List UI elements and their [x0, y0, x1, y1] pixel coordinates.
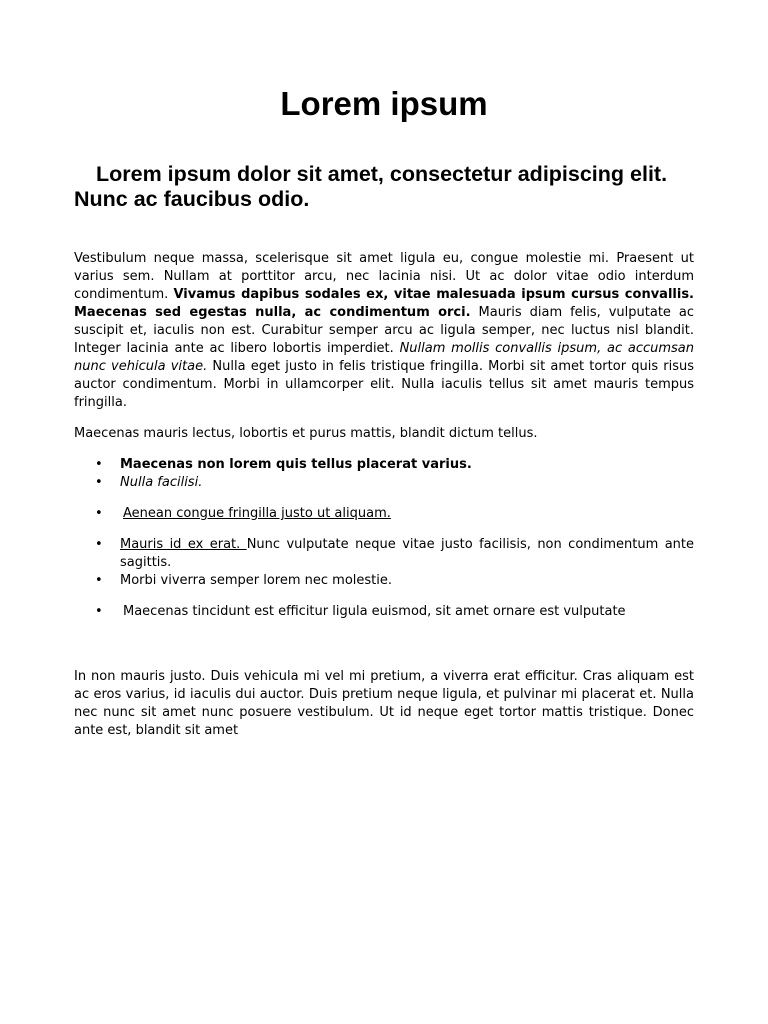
- list-item-text: Maecenas tincidunt est efficitur ligula euismod, sit amet ornare est vulputate: [123, 604, 626, 619]
- bullet-icon: •: [95, 573, 103, 588]
- document-subtitle: Lorem ipsum dolor sit amet, consectetur adipiscing elit. Nunc ac faucibus odio.: [74, 162, 668, 211]
- paragraph-1-bold-run: Vivamus dapibus sodales ex, vitae malesuada ipsum cursus convallis. Maecenas sed egestas nulla, ac condimentum orci.: [74, 287, 694, 320]
- list-item-text: Aenean congue fringilla justo ut aliquam.: [123, 506, 391, 521]
- bullet-icon: •: [95, 604, 103, 619]
- list-item-text: Morbi viverra semper lorem nec molestie.: [120, 573, 393, 588]
- list-item-text: Nulla facilisi.: [120, 475, 203, 490]
- list-item: [74, 474, 694, 492]
- document-title: Lorem ipsum: [280, 85, 488, 122]
- bullet-icon: •: [95, 537, 103, 552]
- list-item-text: Nunc vulputate neque vitae justo facilisis, non condimentum ante sagittis.: [120, 537, 694, 570]
- paragraph-1-run-3: Mauris diam felis, vulputate ac suscipit et, iaculis non est. Curabitur semper arcu ac ligula semper, nec luctus nisl blandit. Integer lacinia ante ac libero lobortis imperdiet.: [74, 305, 694, 356]
- paragraph-1-run-5: Nulla eget justo in felis tristique fringilla. Morbi sit amet tortor quis risus auctor condimentum. Morbi in ullamcorper elit. Nulla iaculis tellus sit amet mauris tempus fringilla.: [74, 359, 695, 410]
- paragraph-1: [74, 250, 694, 412]
- paragraph-1-run-1: Vestibulum neque massa, scelerisque sit amet ligula eu, congue molestie mi. Praesent ut varius sem. Nullam at porttitor arcu, nec lacinia nisi. Ut ac dolor vitae odio interdum condimentum.: [74, 251, 694, 302]
- list-item: [74, 456, 694, 474]
- bullet-icon: •: [95, 457, 103, 472]
- paragraph-3: In non mauris justo. Duis vehicula mi vel mi pretium, a viverra erat efficitur. Cras aliquam est ac eros varius, id iaculis dui auctor. Duis pretium neque ligula, et pulvinar mi placerat et. Nulla nec nunc sit amet nunc posuere vestibulum. Ut id neque eget tortor mattis tristique. Donec ante est, blandit sit amet: [74, 669, 694, 738]
- list-item-underlined-run: Mauris id ex erat.: [120, 537, 247, 552]
- list-item: [74, 536, 694, 572]
- bullet-icon: •: [95, 506, 103, 521]
- bullet-icon: •: [95, 475, 103, 490]
- paragraph-1-italic-run: Nullam mollis convallis ipsum, ac accumsan nunc vehicula vitae.: [74, 341, 695, 374]
- list-item: [74, 572, 694, 590]
- list-item: [74, 505, 694, 523]
- list-item: [74, 603, 694, 621]
- bullet-list: [74, 456, 694, 621]
- list-item-text: Maecenas non lorem quis tellus placerat varius.: [120, 457, 472, 472]
- paragraph-2: Maecenas mauris lectus, lobortis et purus mattis, blandit dictum tellus.: [74, 426, 538, 441]
